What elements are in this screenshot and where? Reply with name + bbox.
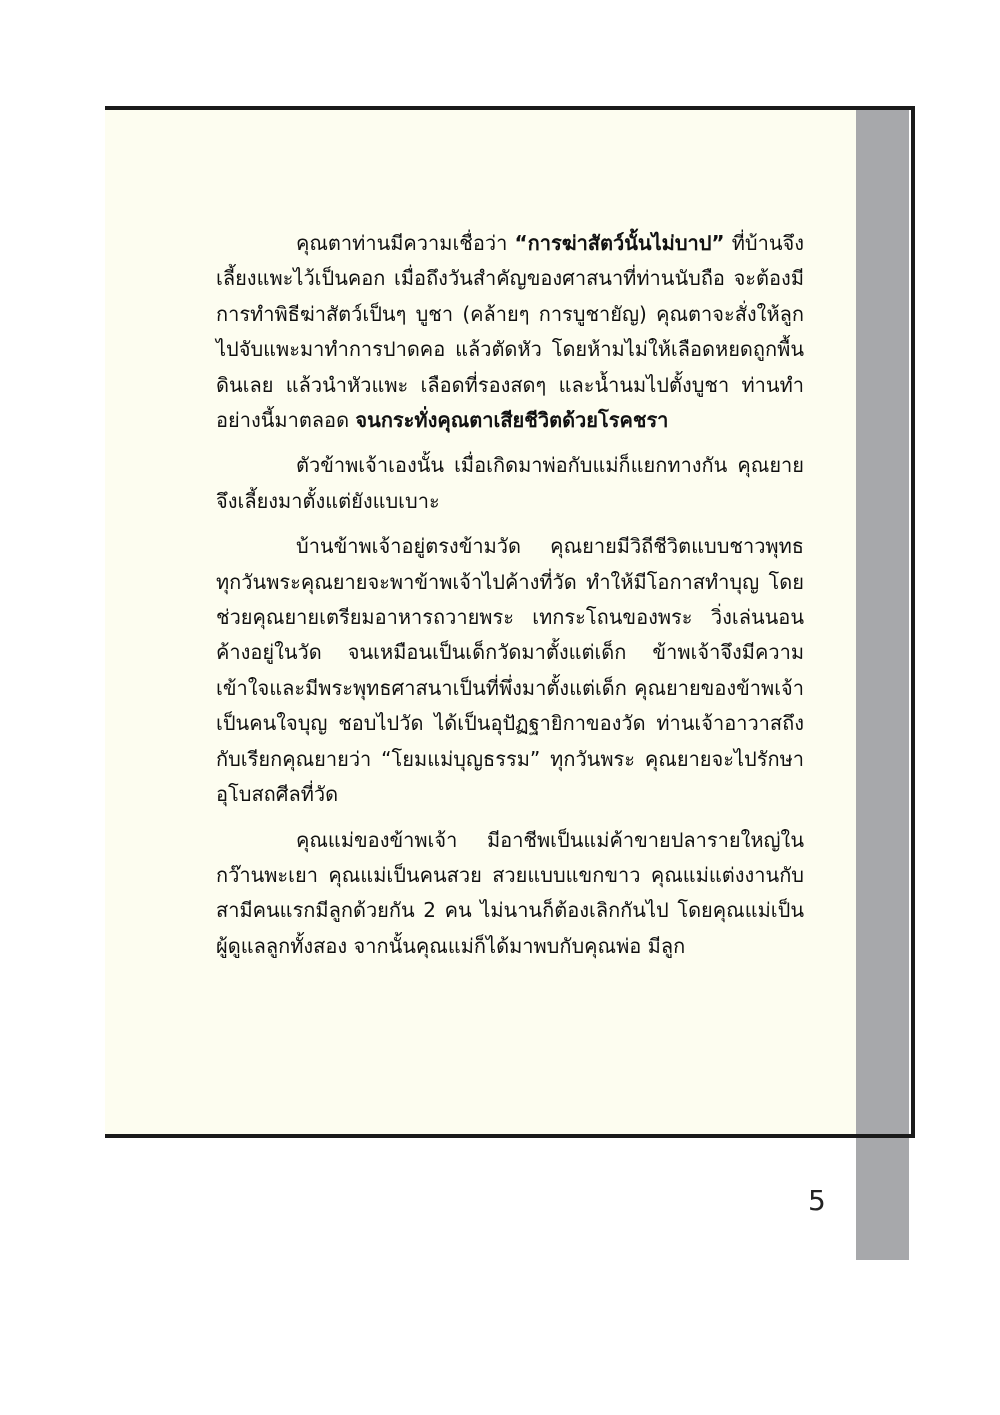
body-text [216, 226, 804, 964]
paragraph-4: คุณแม่ของข้าพเจ้า มีอาชีพเป็นแม่ค้าขายปลารายใหญ่ในกว๊านพะเยา คุณแม่เป็นคนสวย สวยแบบแขกขาว คุณแม่แต่งงานกับสามีคนแรกมีลูกด้วยกัน 2 คน ไม่นานก็ต้องเลิกกันไป โดยคุณแม่เป็นผู้ดูแลลูกทั้งสอง จากนั้นคุณแม่ก็ได้มาพบกับคุณพ่อ มีลูก [216, 827, 804, 958]
paragraph-2: ตัวข้าพเจ้าเองนั้น เมื่อเกิดมาพ่อกับแม่ก็แยกทางกัน คุณยายจึงเลี้ยงมาตั้งแต่ยังแบเบาะ [216, 453, 804, 513]
page-number: 5 [808, 1184, 826, 1217]
paragraph-1-text-a: คุณตาท่านมีความเชื่อว่า [296, 231, 515, 255]
paragraph-3: บ้านข้าพเจ้าอยู่ตรงข้ามวัด คุณยายมีวิถีชีวิตแบบชาวพุทธ ทุกวันพระคุณยายจะพาข้าพเจ้าไปค้างที่วัด ทำให้มีโอกาสทำบุญ โดยช่วยคุณยายเตรียมอาหารถวายพระ เทกระโถนของพระ วิ่งเล่นนอนค้างอยู่ในวัด จนเหมือนเป็นเด็กวัดมาตั้งแต่เด็ก ข้าพเจ้าจึงมีความเข้าใจและมีพระพุทธศาสนาเป็นที่พึ่งมาตั้งแต่เด็ก คุณยายของข้าพเจ้าเป็นคนใจบุญ ชอบไปวัด ได้เป็นอุปัฏฐายิกาของวัด ท่านเจ้าอาวาสถึงกับเรียกคุณยายว่า “โยมแม่บุญธรรม” ทุกวันพระ คุณยายจะไปรักษาอุโบสถศีลที่วัด [216, 534, 804, 807]
paragraph-1-emphasis-a: “การฆ่าสัตว์นั้นไม่บาป” [514, 231, 725, 255]
paragraph-1 [216, 226, 804, 438]
paragraph-1-text-b: ที่บ้านจึงเลี้ยงแพะไว้เป็นคอก เมื่อถึงวันสำคัญของศาสนาที่ท่านนับถือ จะต้องมีการทำพิธีฆ่าสัตว์เป็นๆ บูชา (คล้ายๆ การบูชายัญ) คุณตาจะสั่งให้ลูกไปจับแพะมาทำการปาดคอ แล้วตัดหัว โดยห้ามไม่ให้เลือดหยดถูกพื้นดินเลย แล้วนำหัวแพะ เลือดที่รองสดๆ และน้ำนมไปตั้งบูชา ท่านทำอย่างนี้มาตลอด [216, 231, 805, 433]
paragraph-1-emphasis-b: จนกระทั่งคุณตาเสียชีวิตด้วยโรคชรา [355, 408, 669, 433]
